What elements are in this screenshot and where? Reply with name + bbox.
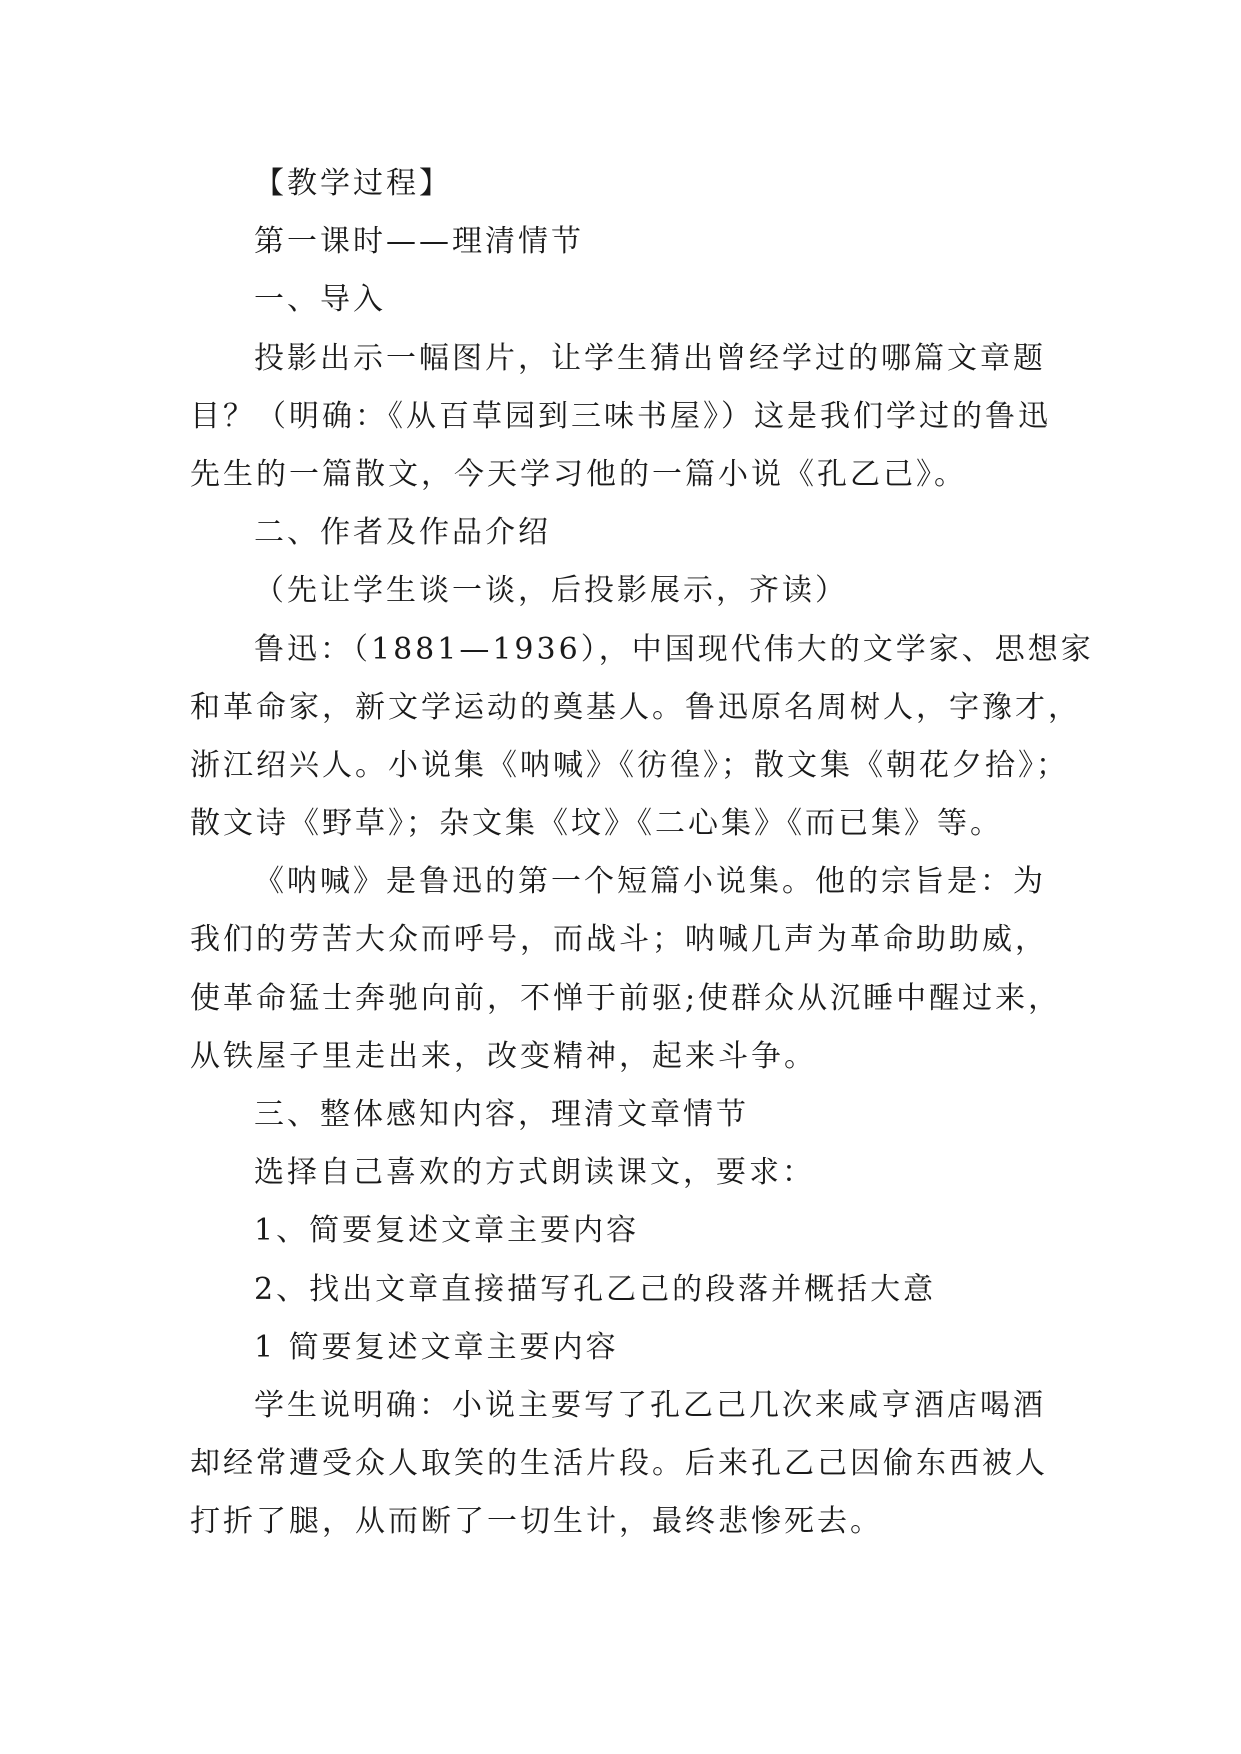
section-heading-author: 二、作者及作品介绍 (254, 515, 551, 551)
paragraph-line: 学生说明确：小说主要写了孔乙己几次来咸亨酒店喝酒 (254, 1387, 1046, 1423)
paragraph-line: 先生的一篇散文，今天学习他的一篇小说《孔乙己》。 (190, 456, 967, 492)
paragraph-line: 目？（明确：《从百草园到三味书屋》）这是我们学过的鲁迅 (190, 398, 1051, 434)
paragraph-line: 从铁屋子里走出来，改变精神，起来斗争。 (190, 1038, 817, 1074)
list-item: 1、简要复述文章主要内容 (254, 1213, 640, 1249)
paragraph-line: 投影出示一幅图片，让学生猜出曾经学过的哪篇文章题 (254, 340, 1046, 376)
paragraph-line: （先让学生谈一谈，后投影展示，齐读） (254, 573, 848, 609)
section-heading-overview: 三、整体感知内容，理清文章情节 (254, 1097, 749, 1132)
paragraph-line: 使革命猛士奔驰向前，不惮于前驱;使群众从沉睡中醒过来， (190, 980, 1062, 1016)
section-heading-teaching-process: 【教学过程】 (254, 166, 452, 201)
paragraph-line: 我们的劳苦大众而呼号，而战斗；呐喊几声为革命助助威， (190, 922, 1048, 958)
subheading: 1 简要复述文章主要内容 (254, 1329, 619, 1365)
paragraph-line: 却经常遭受众人取笑的生活片段。后来孔乙己因偷东西被人 (190, 1446, 1048, 1482)
document-body (190, 155, 1094, 1552)
paragraph-line: 《呐喊》是鲁迅的第一个短篇小说集。他的宗旨是：为 (254, 864, 1046, 900)
list-item: 2、找出文章直接描写孔乙己的段落并概括大意 (254, 1271, 937, 1307)
paragraph-line: 鲁迅：（1881—1936），中国现代伟大的文学家、思想家 (254, 631, 1094, 667)
lesson-title: 第一课时——理清情节 (254, 224, 584, 260)
paragraph-line: 散文诗《野草》；杂文集《坟》《二心集》《而已集》等。 (190, 806, 1003, 842)
section-heading-intro: 一、导入 (254, 282, 386, 318)
paragraph-line: 选择自己喜欢的方式朗读课文，要求： (254, 1155, 815, 1191)
paragraph-line: 和革命家，新文学运动的奠基人。鲁迅原名周树人，字豫才， (190, 689, 1081, 725)
paragraph-line: 浙江绍兴人。小说集《呐喊》《彷徨》；散文集《朝花夕拾》； (190, 747, 1069, 783)
paragraph-line: 打折了腿，从而断了一切生计，最终悲惨死去。 (190, 1504, 883, 1540)
